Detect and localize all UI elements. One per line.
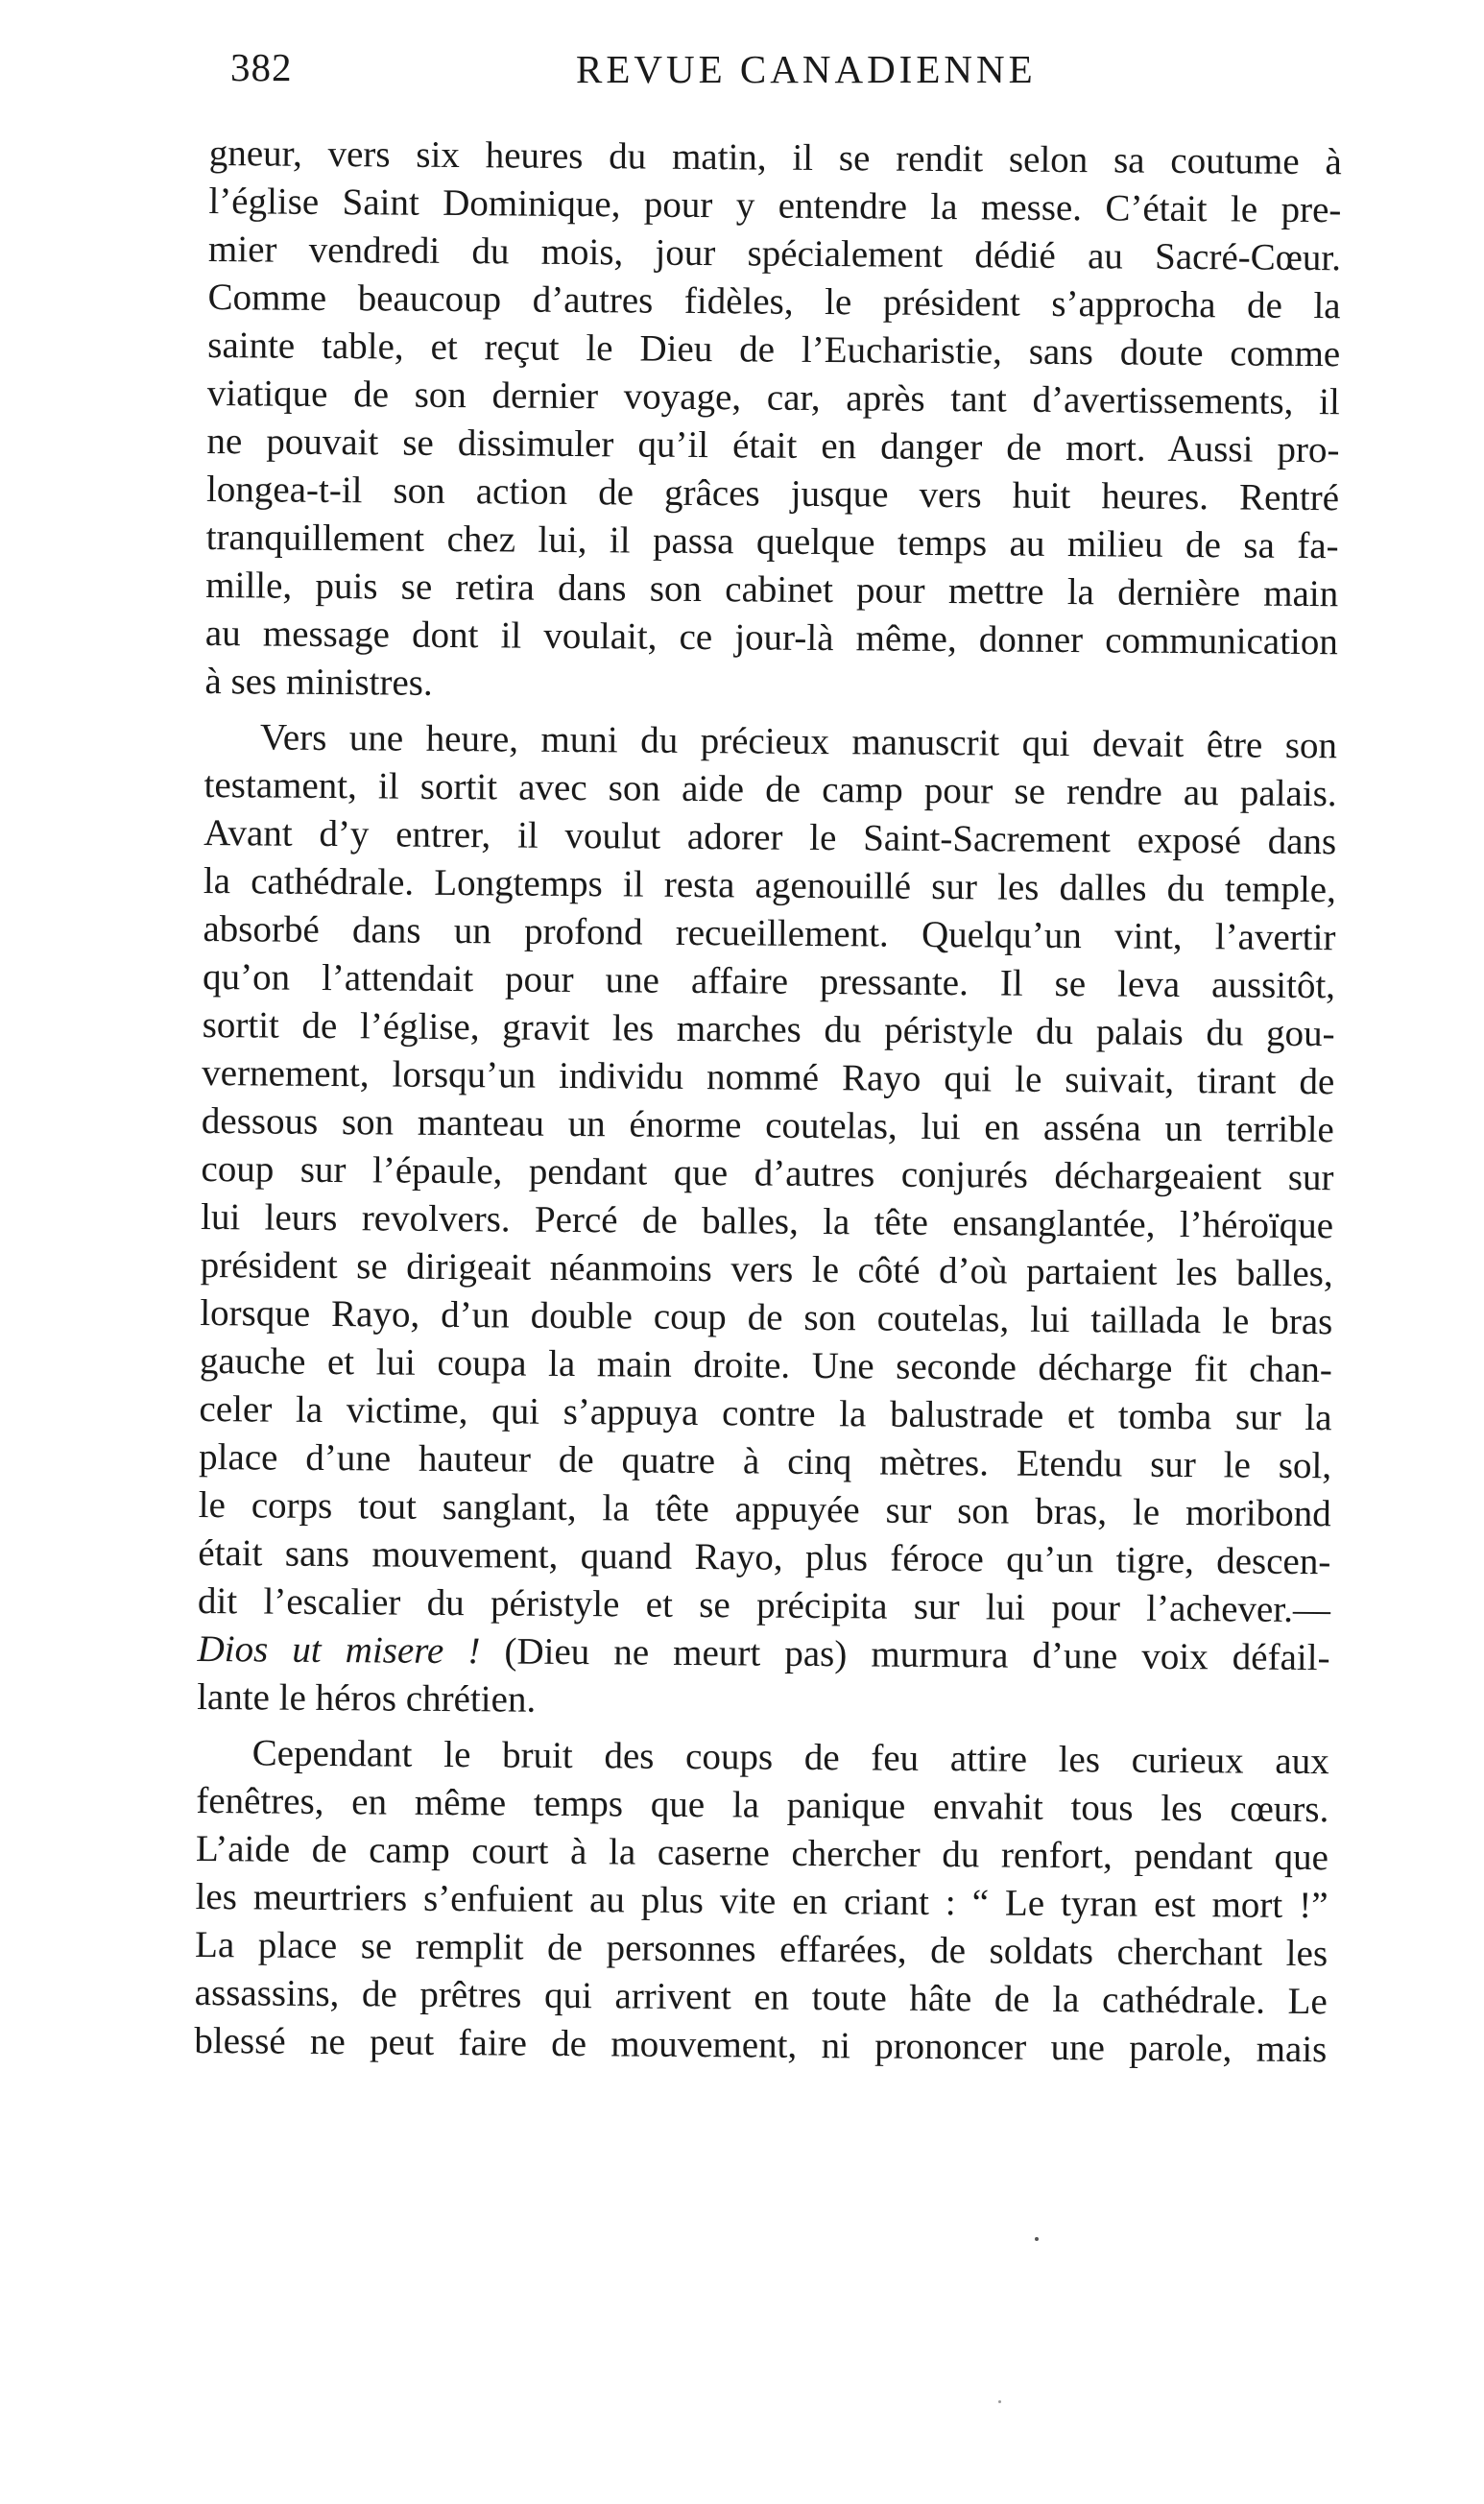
text-line: vernement, lorsqu’un individu nommé Rayo qui le suivait, tirant de (202, 1051, 1335, 1103)
text-line: l’église Saint Dominique, pour y entendre la messe. C’était le pre- (208, 180, 1342, 231)
text-line: sainte table, et reçut le Dieu de l’Eucharistie, sans doute comme (207, 324, 1341, 375)
text-line: à ses ministres. (204, 660, 433, 704)
text-line: L’aide de camp court à la caserne chercher du renfort, pendant que (195, 1827, 1329, 1879)
text-line: Avant d’y entrer, il voulut adorer le Saint-Sacrement exposé dans (203, 811, 1337, 863)
text-line: lui leurs revolvers. Percé de balles, la tête ensanglantée, l’héroïque (200, 1195, 1334, 1247)
text-line: La place se remplit de personnes effarées, de soldats cherchant les (194, 1923, 1328, 1975)
ink-speck (998, 2400, 1001, 2403)
line-rest: (Dieu ne meurt pas) murmura d’une voix défail- (480, 1630, 1330, 1679)
paragraph-1 (204, 130, 1342, 714)
text-line: dit l’escalier du péristyle et se précipita sur lui pour l’achever.— (197, 1579, 1331, 1631)
text-line: lante le héros chrétien. (197, 1675, 537, 1721)
paragraph-2 (197, 713, 1337, 1730)
text-line (197, 1625, 1329, 1682)
text-line: les meurtriers s’enfuient au plus vite en criant : “ Le tyran est mort !” (195, 1875, 1328, 1927)
text-line: la cathédrale. Longtemps il resta agenouillé sur les dalles du temple, (203, 859, 1336, 911)
text-line: place d’une hauteur de quatre à cinq mètres. Etendu sur le sol, (198, 1435, 1332, 1487)
text-line: lorsque Rayo, d’un double coup de son coutelas, lui taillada le bras (200, 1291, 1333, 1343)
text-line: président se dirigeait néanmoins vers le côté d’où partaient les balles, (200, 1243, 1333, 1295)
text-line: blessé ne peut faire de mouvement, ni prononcer une parole, mais (194, 2019, 1328, 2071)
text-line: mier vendredi du mois, jour spécialement dédié au Sacré-Cœur. (207, 228, 1342, 279)
text-line: celer la victime, qui s’appuya contre la balustrade et tomba sur la (199, 1387, 1332, 1439)
text-line: ne pouvait se dissimuler qu’il était en danger de mort. Aussi pro- (206, 420, 1340, 471)
text-line: Cependant le bruit des coups de feu attire les curieux aux (251, 1732, 1329, 1783)
text-line: qu’on l’attendait pour une affaire pressante. Il se leva aussitôt, (202, 955, 1336, 1007)
journal-title: REVUE CANADIENNE (576, 47, 1037, 91)
page-number: 382 (230, 45, 293, 89)
text-line: gauche et lui coupa la main droite. Une seconde décharge fit chan- (199, 1339, 1333, 1391)
text-line: au message dont il voulait, ce jour-là même, donner communication (204, 612, 1339, 663)
text-line: sortit de l’église, gravit les marches du péristyle du palais du gou- (202, 1003, 1335, 1055)
text-line: viatique de son dernier voyage, car, après tant d’avertissements, il (206, 372, 1340, 423)
text-line: absorbé dans un profond recueillement. Quelqu’un vint, l’avertir (203, 907, 1336, 959)
italic-phrase: Dios ut misere ! (197, 1627, 481, 1673)
text-line: coup sur l’épaule, pendant que d’autres conjurés déchargeaient sur (201, 1147, 1334, 1199)
body-text (194, 130, 1342, 2074)
paragraph-3 (194, 1729, 1329, 2074)
text-line: assassins, de prêtres qui arrivent en toute hâte de la cathédrale. Le (194, 1971, 1328, 2023)
text-line: testament, il sortit avec son aide de camp pour se rendre au palais. (203, 763, 1337, 815)
text-line: fenêtres, en même temps que la panique envahit tous les cœurs. (196, 1779, 1329, 1831)
text-line: dessous son manteau un énorme coutelas, lui en asséna un terrible (201, 1099, 1335, 1151)
text-line: était sans mouvement, quand Rayo, plus féroce qu’un tigre, descen- (198, 1531, 1331, 1583)
running-head (230, 44, 1200, 111)
text-line: le corps tout sanglant, la tête appuyée sur son bras, le moribond (198, 1483, 1331, 1535)
text-line: Comme beaucoup d’autres fidèles, le président s’approcha de la (207, 276, 1341, 327)
text-line: longea-t-il son action de grâces jusque vers huit heures. Rentré (205, 468, 1340, 519)
text-line: tranquillement chez lui, il passa quelque temps au milieu de sa fa- (205, 516, 1339, 567)
ink-speck (1035, 2237, 1039, 2241)
text-line: gneur, vers six heures du matin, il se rendit selon sa coutume à (208, 132, 1342, 183)
text-line: mille, puis se retira dans son cabinet pour mettre la dernière main (205, 564, 1339, 615)
text-line: Vers une heure, muni du précieux manuscrit qui devait être son (259, 716, 1338, 767)
